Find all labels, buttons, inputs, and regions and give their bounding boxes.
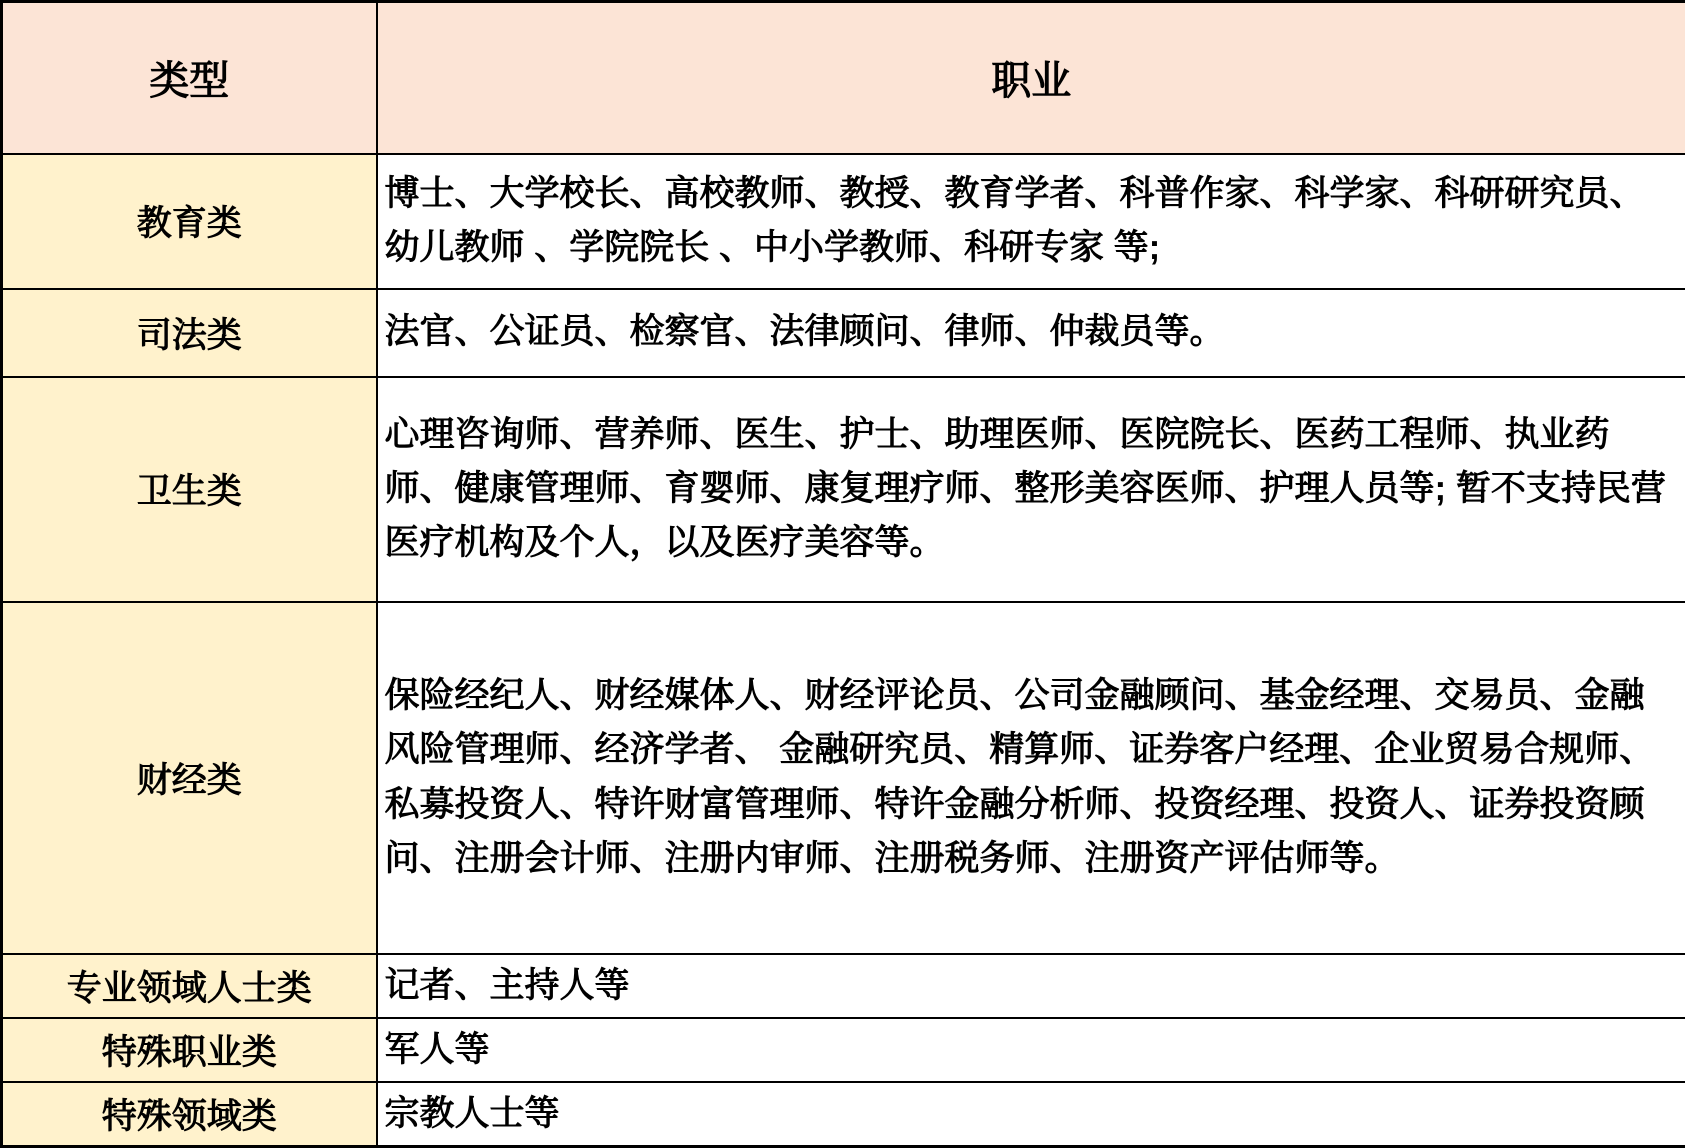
category-type-cell: 卫生类 [2, 377, 377, 602]
occupations-cell: 心理咨询师、营养师、医生、护士、助理医师、医院院长、医药工程师、执业药师、健康管理师、育婴师、康复理疗师、整形美容医师、护理人员等; 暂不支持民营医疗机构及个人，以及医疗美容等。 [377, 377, 1685, 602]
column-header-type: 类型 [2, 2, 377, 154]
occupations-cell: 法官、公证员、检察官、法律顾问、律师、仲裁员等。 [377, 289, 1685, 377]
header-row [2, 2, 1685, 154]
table-row [2, 954, 1685, 1018]
column-header-occupation: 职业 [377, 2, 1685, 154]
table-row [2, 1018, 1685, 1082]
category-type-cell: 司法类 [2, 289, 377, 377]
category-type-cell: 特殊领域类 [2, 1082, 377, 1147]
table-row [2, 289, 1685, 377]
table-row [2, 377, 1685, 602]
table-row [2, 1082, 1685, 1147]
occupations-cell: 记者、主持人等 [377, 954, 1685, 1018]
table-row [2, 602, 1685, 954]
occupations-cell: 军人等 [377, 1018, 1685, 1082]
category-type-cell: 财经类 [2, 602, 377, 954]
occupations-cell: 宗教人士等 [377, 1082, 1685, 1147]
category-type-cell: 专业领域人士类 [2, 954, 377, 1018]
occupations-cell: 保险经纪人、财经媒体人、财经评论员、公司金融顾问、基金经理、交易员、金融风险管理师、经济学者、 金融研究员、精算师、证券客户经理、企业贸易合规师、私募投资人、特许财富管理师、特许金融分析师、投资经理、投资人、证券投资顾问、注册会计师、注册内审师、注册税务师、注册资产评估师等。 [377, 602, 1685, 954]
table-body [2, 154, 1685, 1147]
category-type-cell: 特殊职业类 [2, 1018, 377, 1082]
table-row [2, 154, 1685, 289]
occupations-cell: 博士、大学校长、高校教师、教授、教育学者、科普作家、科学家、科研研究员、幼儿教师 、学院院长 、中小学教师、科研专家 等; [377, 154, 1685, 289]
category-type-cell: 教育类 [2, 154, 377, 289]
